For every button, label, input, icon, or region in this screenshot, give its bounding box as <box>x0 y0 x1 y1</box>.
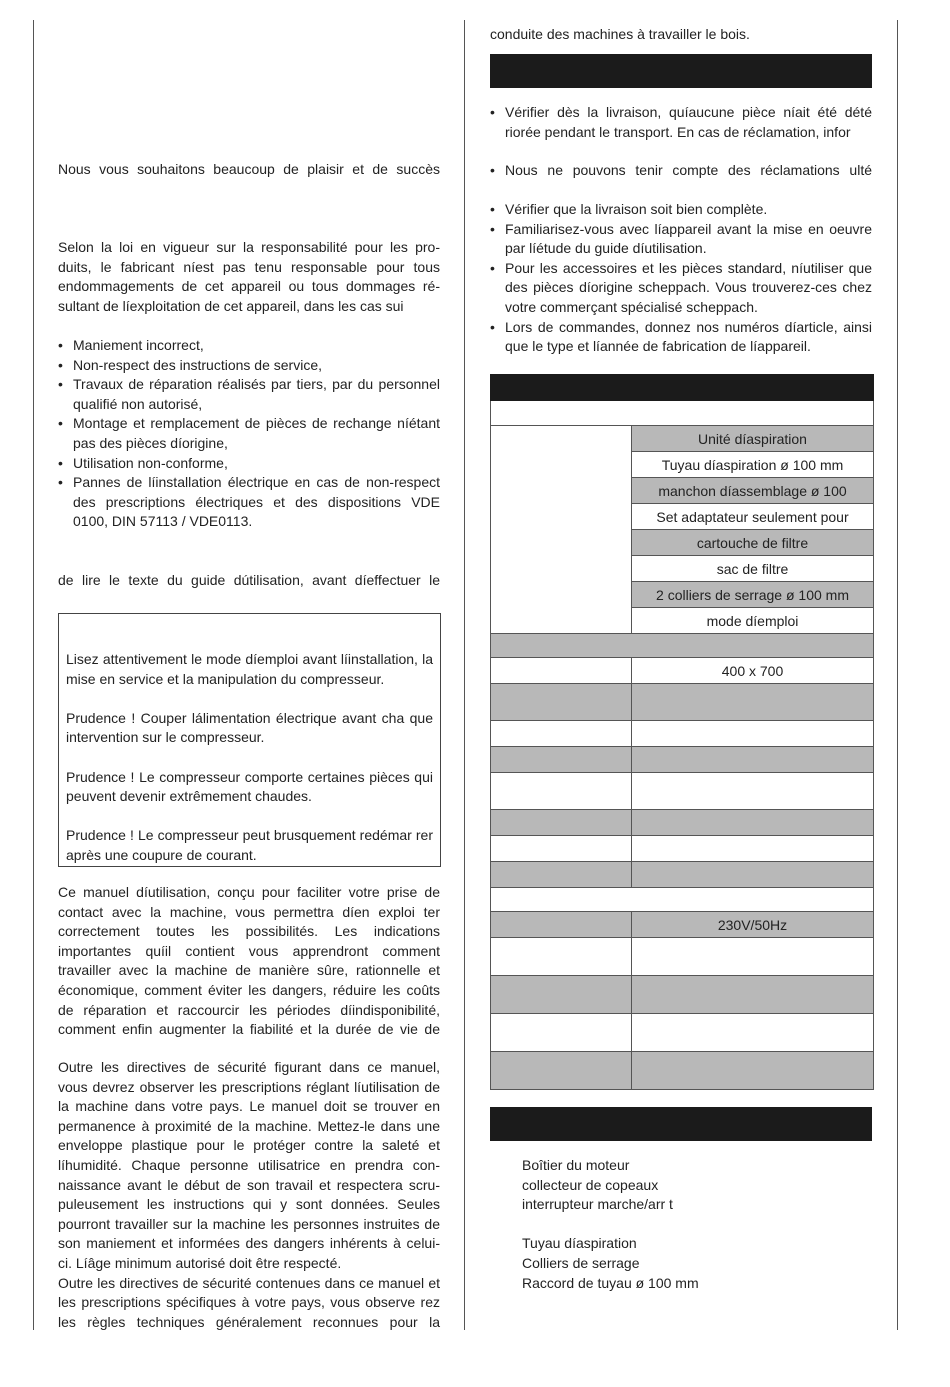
liability-cases <box>58 336 440 532</box>
list-item: Boîtier du moteur <box>522 1157 630 1173</box>
right-margin-rule <box>897 20 898 1330</box>
table-cell <box>491 658 632 684</box>
scope-item: Set adaptateur seulement pour <box>632 504 874 530</box>
list-item: • Maniement incorrect, <box>58 336 440 356</box>
table-cell <box>632 862 874 888</box>
table-cell <box>491 836 632 862</box>
warning-box <box>58 613 441 867</box>
table-cell <box>491 862 632 888</box>
list-item: • Familiarisez-vous avec líappareil avant la mise en oeuvre par líétude du guide díutilisation. <box>490 220 872 259</box>
table-cell <box>632 836 874 862</box>
scope-item: Unité díaspiration <box>632 426 874 452</box>
list-item: • Pannes de líinstallation électrique en cas de non-respect des prescriptions électriques et des dispositions VDE 0100, DIN 57113 / VDE0113. <box>58 473 440 532</box>
warning-text: Prudence ! Couper lálimentation électrique avant cha que intervention sur le compresseur. <box>66 709 433 746</box>
table-cell <box>491 1014 632 1052</box>
read-guide-text: de lire le texte du guide dútilisation, avant díeffectuer le <box>58 572 440 588</box>
list-item: • Pour les accessoires et les pièces standard, níutiliser que des pièces díorigine scheppach. Vous trouverez-ces chez votre commerçant spécialisé scheppach. <box>490 259 872 318</box>
spec-table <box>490 374 874 1090</box>
table-cell <box>491 721 632 747</box>
list-item: • Lors de commandes, donnez nos numéros díarticle, ainsi que le type et líannée de fabrication de líappareil. <box>490 318 872 357</box>
read-guide-section <box>58 571 440 591</box>
manual-paragraph: Ce manuel díutilisation, conçu pour faciliter votre prise de contact avec la machine, vous permettra díen exploi ter correctement toutes les possibilités. Les indications importantes quíil contient vous apprendront comment travailler avec la machine de manière sûre, rationnelle et économique, comment éviter les dangers, réduire les coûts de réparation et raccourcir les périodes díindisponibilité, comment enfin augmenter la fiabilité et la durée de vie de <box>58 884 440 1038</box>
list-item: • Montage et remplacement de pièces de rechange níétant pas des pièces díorigine, <box>58 414 440 453</box>
table-cell <box>491 976 632 1014</box>
table-cell <box>491 1052 632 1090</box>
table-cell <box>491 810 632 836</box>
table-cell <box>632 721 874 747</box>
table-header-bar <box>491 375 874 401</box>
warning-text: Lisez attentivement le mode díemploi avant líinstallation, la mise en service et la manipulation du compresseur. <box>66 651 433 687</box>
warning-text: Prudence ! Le compresseur comporte certaines pièces qui peuvent devenir extrêmement chaudes. <box>66 768 433 805</box>
directives-paragraph: Outre les directives de sécurité figurant dans ce manuel, vous devrez observer les prescriptions réglant líutilisation de la machine dans votre pays. Le manuel doit se trouver en permanence à proximité de la machine. Mettez-le dans une enveloppe plastique pour le protéger contre la saleté et líhumidité. Chaque personne utilisatrice en prendra con-naissance avant le début de son travail et respectera scru-puleusement les instructions qui y sont données. Seules pourront travailler sur la machine les personnes instruites de son maniement et informées des dangers inhérents à celui-ci. Líâge minimum autorisé doit être respecté. <box>58 1059 440 1271</box>
top-line-text: conduite des machines à travailler le bois. <box>490 26 750 42</box>
list-item: Colliers de serrage <box>522 1254 640 1271</box>
scope-item: 2 colliers de serrage ø 100 mm <box>632 582 874 608</box>
table-cell <box>491 773 632 810</box>
list-item: collecteur de copeaux <box>522 1176 659 1193</box>
final-paragraph: Outre les directives de sécurité contenues dans ce manuel et les prescriptions spécifiques à votre pays, vous observe rez les règles techniques généralement reconnues pour la <box>58 1274 440 1330</box>
components-list <box>522 1156 699 1293</box>
list-item: • Non-respect des instructions de service, <box>58 356 440 376</box>
liability-paragraph: Selon la loi en vigueur sur la responsabilité pour les pro-duits, le fabricant níest pas tenu responsable pour tous endommagements de cet appareil ou tous dommages ré-sultant de líexploitation de cet appareil, dans les cas sui <box>58 239 440 314</box>
scope-item: manchon díassemblage ø 100 <box>632 478 874 504</box>
liability-section <box>58 238 440 316</box>
table-cell <box>632 747 874 773</box>
right-top-line <box>490 25 872 45</box>
table-cell <box>632 810 874 836</box>
list-item: interrupteur marche/arr t <box>522 1196 673 1213</box>
table-row <box>491 401 874 426</box>
delivery-list-b <box>490 161 872 181</box>
list-item: • Vérifier que la livraison soit bien complète. <box>490 200 872 220</box>
list-item: • Travaux de réparation réalisés par tiers, par du personnel qualifié non autorisé, <box>58 375 440 414</box>
table-cell <box>632 976 874 1014</box>
warning-text: Prudence ! Le compresseur peut brusquement redémar rer après une coupure de courant. <box>66 827 433 863</box>
table-cell <box>632 1014 874 1052</box>
table-cell <box>632 938 874 976</box>
dimensions-value: 400 x 700 <box>632 658 874 684</box>
left-margin-rule <box>33 20 34 1330</box>
table-cell <box>632 684 874 721</box>
directives-section <box>58 1058 440 1332</box>
manual-section <box>58 883 440 1040</box>
table-cell <box>491 747 632 773</box>
left-column <box>58 160 440 180</box>
components-header-bar <box>490 1107 872 1141</box>
table-row <box>491 888 874 912</box>
scope-item: sac de filtre <box>632 556 874 582</box>
table-cell <box>491 912 632 938</box>
list-item: Raccord de tuyau ø 100 mm <box>522 1274 699 1291</box>
scope-item: mode díemploi <box>632 608 874 634</box>
delivery-list-a <box>490 103 872 142</box>
scope-item: cartouche de filtre <box>632 530 874 556</box>
table-cell <box>632 773 874 810</box>
voltage-value: 230V/50Hz <box>632 912 874 938</box>
list-item: Tuyau díaspiration <box>522 1235 637 1252</box>
scope-item: Tuyau díaspiration ø 100 mm <box>632 452 874 478</box>
table-row <box>491 634 874 658</box>
delivery-list-c <box>490 200 872 357</box>
table-cell <box>491 938 632 976</box>
list-item: • Nous ne pouvons tenir compte des réclamations ulté <box>490 161 872 181</box>
table-cell <box>491 426 632 634</box>
table-cell <box>632 1052 874 1090</box>
section-header-bar <box>490 54 872 88</box>
list-item <box>522 1215 699 1235</box>
table-cell <box>491 684 632 721</box>
intro-text: Nous vous souhaitons beaucoup de plaisir et de succès <box>58 161 440 177</box>
center-column-rule <box>464 20 465 1330</box>
list-item: • Vérifier dès la livraison, quíaucune pièce níait été dété riorée pendant le transport. En cas de réclamation, infor <box>490 103 872 142</box>
list-item: • Utilisation non-conforme, <box>58 454 440 474</box>
